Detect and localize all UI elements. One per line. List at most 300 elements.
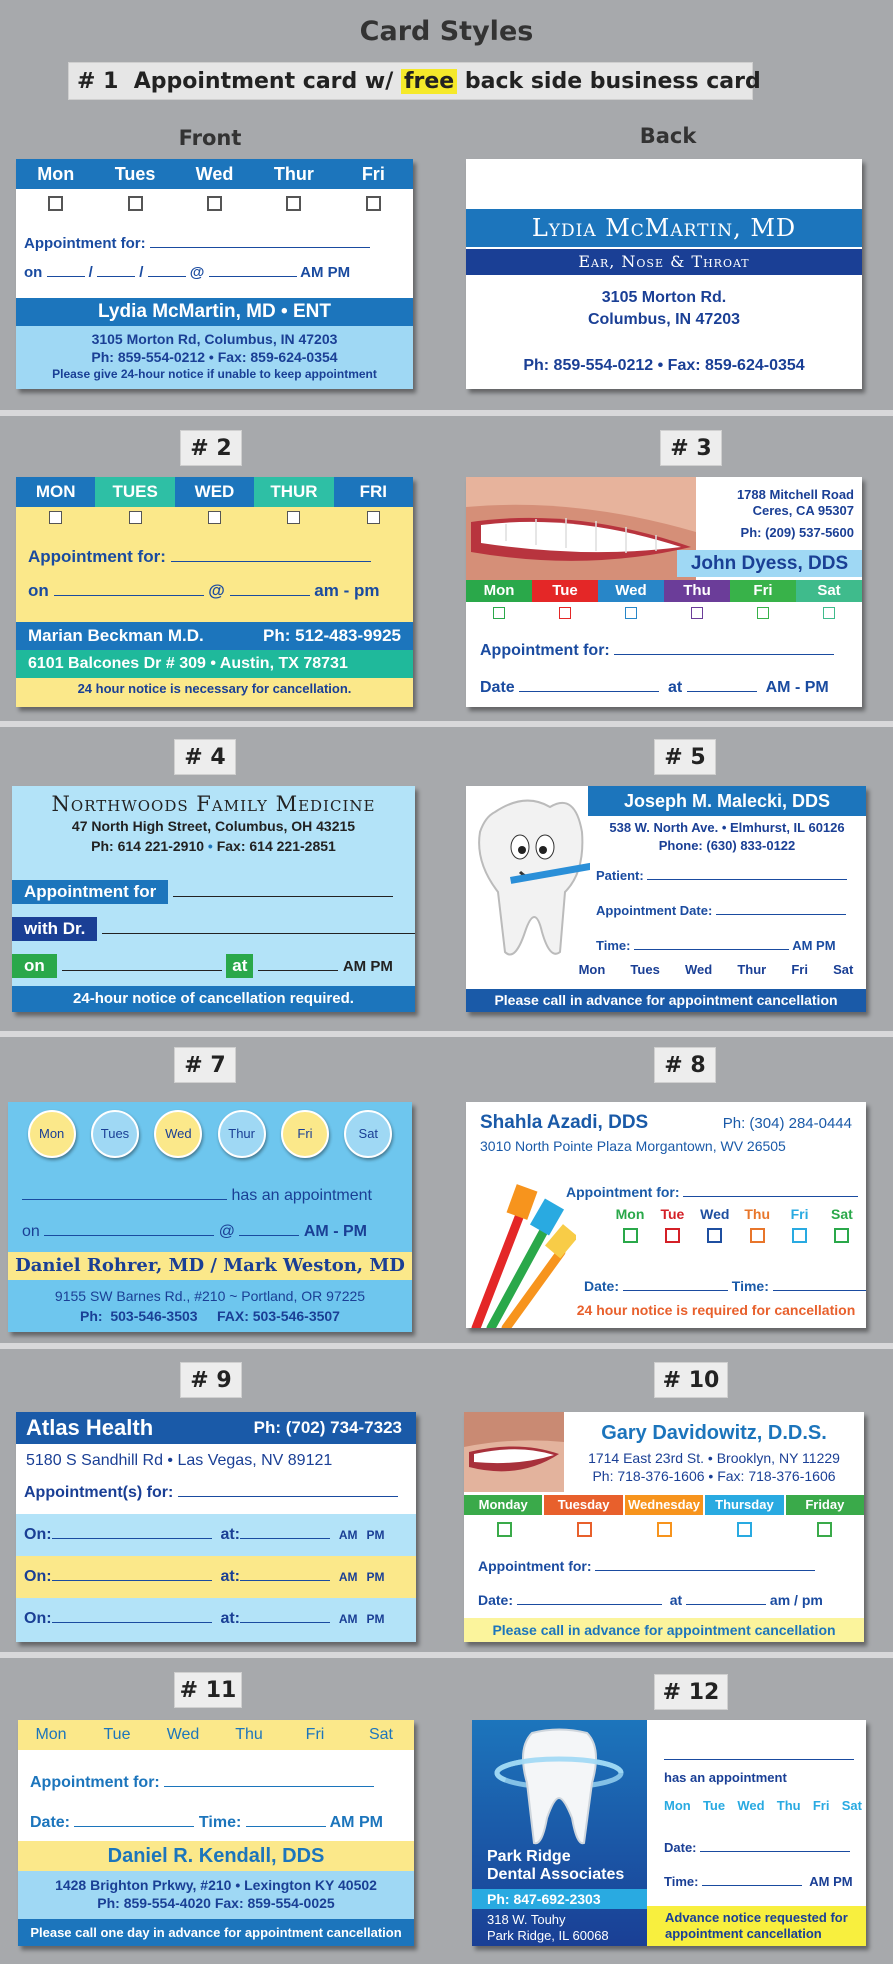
doctor-name: Gary Davidowitz, D.D.S. [601, 1422, 827, 1444]
day-label: Monday [464, 1495, 542, 1515]
date-field[interactable] [517, 1604, 662, 1605]
phone-line: Ph: 614 221-2910 • Fax: 614 221-2851 [91, 838, 336, 854]
address-line-1: 1788 Mitchell Road [736, 487, 854, 502]
phone: Ph: 859-554-0212 • Fax: 859-624-0354 [91, 349, 338, 365]
day-circle[interactable]: Wed [154, 1110, 202, 1158]
front-label: Front [178, 126, 242, 150]
day-label: Thu [744, 1206, 770, 1222]
address: 47 North High Street, Columbus, OH 43215 [71, 818, 356, 834]
notice: 24-hour notice of cancellation required. [12, 986, 415, 1012]
day-label: Fri [812, 1798, 830, 1813]
doctor-name: John Dyess, DDS [677, 550, 862, 577]
address: 1714 East 23rd St. • Brooklyn, NY 11229 [588, 1450, 840, 1466]
day-label: Mon [664, 1798, 691, 1813]
separator [0, 1652, 893, 1658]
phone: Ph: 859-554-4020 Fax: 859-554-0025 [97, 1895, 335, 1911]
at-label: @ [218, 1223, 235, 1240]
card-8 [466, 1102, 866, 1328]
address-line-1: 3105 Morton Rd. [601, 289, 727, 306]
appointment-field[interactable] [164, 1786, 374, 1787]
ampm-label: AM PM [300, 264, 351, 281]
date-field[interactable] [74, 1826, 194, 1827]
on-label: on [24, 264, 43, 281]
card-2 [16, 477, 413, 707]
at-label: at: [220, 1526, 240, 1543]
day-label: Mon [35, 1726, 67, 1743]
fax: Fax: 614 221-2851 [216, 838, 336, 854]
date-field[interactable] [52, 1538, 212, 1539]
phone: Ph: 859-554-0212 • Fax: 859-624-0354 [523, 357, 805, 374]
specialty: Ear, Nose & Throat [466, 249, 862, 275]
card-3 [466, 477, 862, 707]
patient-field[interactable] [664, 1759, 854, 1760]
day-label: Fri [790, 1206, 809, 1222]
doctor-bar [16, 622, 413, 650]
checkbox[interactable] [625, 607, 637, 619]
date-label: Date: [664, 1840, 697, 1855]
at-label: at [669, 1592, 683, 1608]
address: 3105 Morton Rd, Columbus, IN 47203 [91, 331, 338, 347]
checkbox[interactable] [823, 607, 835, 619]
address: 6101 Balcones Dr # 309 • Austin, TX 78731 [16, 650, 413, 678]
appointment-label: Appointment for: [480, 642, 610, 659]
practice-name: Northwoods Family Medicine [51, 792, 376, 816]
practice-name: Atlas Health [26, 1415, 154, 1440]
separator [0, 1031, 893, 1037]
contact-block [18, 1871, 414, 1919]
checkbox[interactable] [287, 511, 300, 524]
appointment-field[interactable] [595, 1570, 815, 1571]
day-label: Tue [702, 1798, 726, 1813]
day-label: Wed [195, 164, 234, 184]
weekday-row [466, 580, 862, 602]
style-number-3: # 3 [660, 430, 722, 466]
checkbox-row [611, 1228, 861, 1248]
checkbox[interactable] [208, 511, 221, 524]
notice-line-1: Advance notice requested for [665, 1910, 848, 1925]
card-10 [464, 1412, 864, 1642]
slot-row [16, 1556, 416, 1598]
doctor-line [12, 917, 415, 941]
checkbox[interactable] [497, 1522, 512, 1537]
date-field[interactable] [519, 691, 659, 692]
day-label: Tue [532, 580, 598, 602]
day-field[interactable] [97, 276, 135, 277]
appointment-label: Appointment for: [24, 235, 146, 252]
checkbox[interactable] [707, 1228, 722, 1243]
toothbrushes-image [466, 1172, 576, 1328]
day-label: Thu [776, 1798, 801, 1813]
card-4 [12, 786, 415, 1012]
day-label: Friday [786, 1495, 864, 1515]
at-label: at [226, 954, 253, 978]
time-line [596, 938, 836, 953]
pm-label: PM [366, 1570, 385, 1584]
day-label: MON [16, 477, 95, 507]
address: 3010 North Pointe Plaza Morgantown, WV 26505 [480, 1138, 786, 1154]
weekday-circles [8, 1102, 412, 1158]
am-label: AM [338, 1612, 358, 1626]
practice-name-line-1: Park Ridge [487, 1848, 571, 1865]
card-1-back [466, 159, 862, 389]
address: 538 W. North Ave. • Elmhurst, IL 60126 [609, 820, 845, 835]
card-12 [472, 1720, 866, 1946]
date-field[interactable] [623, 1290, 728, 1291]
back-label: Back [639, 124, 697, 148]
date-label: Date: [478, 1592, 514, 1608]
day-label: Thu [235, 1726, 263, 1743]
slash: / [139, 264, 144, 281]
at-label: at: [220, 1568, 240, 1585]
card-7 [8, 1102, 412, 1332]
doctor-names: Daniel Rohrer, MD / Mark Weston, MD [8, 1252, 412, 1280]
has-appointment-line [22, 1187, 372, 1205]
date-field[interactable] [52, 1580, 212, 1581]
patient-line [596, 868, 847, 883]
on-label: On: [24, 1610, 52, 1627]
year-field[interactable] [148, 276, 186, 277]
date-field[interactable] [44, 1235, 214, 1236]
has-appointment-label: has an appointment [231, 1187, 372, 1204]
date-label: Date: [584, 1278, 620, 1294]
day-label: Thur [273, 164, 314, 184]
checkbox[interactable] [623, 1228, 638, 1243]
appointment-field[interactable] [614, 654, 834, 655]
appointment-label: Appointment for [12, 880, 168, 904]
phone: Ph: 847-692-2303 [472, 1889, 647, 1909]
appointment-label: Appointment for: [478, 1558, 592, 1574]
has-appointment: has an appointment [664, 1770, 787, 1785]
address-block [487, 1912, 609, 1944]
contact-block [16, 326, 413, 389]
doctor-name: Lydia McMartin, MD • ENT [16, 298, 413, 326]
date-line [12, 954, 393, 978]
time-field[interactable] [209, 276, 297, 277]
patient-field[interactable] [22, 1199, 227, 1200]
phone: Ph: 503-546-3503 FAX: 503-546-3507 [80, 1308, 340, 1324]
day-label: Wed [700, 1206, 730, 1222]
slot-row [16, 1514, 416, 1556]
date-line [478, 1592, 823, 1608]
time-label: Time: [198, 1814, 242, 1831]
address-block [737, 487, 854, 541]
notice: Please give 24-hour notice if unable to keep appointment [52, 367, 377, 381]
day-label: WED [175, 477, 254, 507]
time-field[interactable] [702, 1885, 802, 1886]
doctor-name: Joseph M. Malecki, DDS [588, 786, 866, 816]
checkbox[interactable] [366, 196, 381, 211]
at-label: at [668, 679, 683, 696]
day-label: Sat [368, 1726, 393, 1743]
time-field[interactable] [687, 691, 757, 692]
date-label: Date [480, 679, 515, 696]
checkbox[interactable] [737, 1522, 752, 1537]
at-label: at: [220, 1610, 240, 1627]
day-label: Tuesday [544, 1495, 622, 1515]
checkbox[interactable] [792, 1228, 807, 1243]
day-label: Tues [630, 962, 660, 977]
day-label: Fri [791, 962, 808, 977]
day-label: Thursday [705, 1495, 783, 1515]
phone: Ph: 718-376-1606 • Fax: 718-376-1606 [592, 1468, 836, 1484]
at-label: @ [189, 264, 205, 281]
weekday-row [566, 962, 866, 977]
appointment-date-label: Appointment Date: [596, 903, 713, 918]
patient-label: Patient: [596, 868, 644, 883]
smile-image [464, 1412, 564, 1492]
checkbox[interactable] [367, 511, 380, 524]
ampm-label: AM - PM [765, 679, 829, 696]
appointment-field[interactable] [171, 561, 371, 562]
date-label: Date: [30, 1814, 71, 1831]
date-field[interactable] [62, 970, 222, 971]
doctor-name: Marian Beckman M.D. [28, 626, 204, 645]
checkbox[interactable] [657, 1522, 672, 1537]
day-label: Wed [737, 1798, 765, 1813]
doctor-field[interactable] [102, 933, 415, 934]
weekday-row [18, 1720, 414, 1750]
checkbox[interactable] [834, 1228, 849, 1243]
ampm-label: am / pm [769, 1592, 823, 1608]
day-circle[interactable]: Fri [281, 1110, 329, 1158]
address-line-1: 318 W. Touhy [487, 1912, 566, 1927]
appointment-line [18, 1750, 414, 1792]
card-11 [18, 1720, 414, 1946]
style-1-header [68, 62, 761, 100]
checkbox[interactable] [286, 196, 301, 211]
appointment-date-field[interactable] [716, 914, 846, 915]
style-number-9: # 9 [180, 1362, 242, 1398]
on-label: On: [24, 1526, 52, 1543]
phone: Ph: 614 221-2910 [91, 838, 205, 854]
ampm-label: AM PM [809, 1874, 853, 1889]
weekday-row [611, 1206, 861, 1222]
style-number-7: # 7 [174, 1047, 236, 1083]
day-label: FRI [334, 477, 413, 507]
day-label: Tues [114, 164, 156, 184]
day-label: Mon [615, 1206, 645, 1222]
date-line [664, 1840, 850, 1855]
tooth-mascot-image [470, 792, 590, 962]
date-line [16, 252, 413, 281]
style-number-8: # 8 [654, 1047, 716, 1083]
appointment-line [16, 219, 413, 252]
weekday-row [16, 477, 413, 507]
separator [0, 1343, 893, 1349]
doctor-name: Daniel R. Kendall, DDS [18, 1841, 414, 1871]
time-field[interactable] [239, 1235, 299, 1236]
day-label: Mon [37, 164, 75, 184]
ampm-label: AM PM [329, 1814, 383, 1831]
time-field[interactable] [230, 595, 310, 596]
doctor-name: Shahla Azadi, DDS [480, 1112, 649, 1133]
date-field[interactable] [54, 595, 204, 596]
day-label: Tue [103, 1726, 131, 1743]
appointment-line [566, 1184, 858, 1200]
appointment-label: Appointment for: [30, 1774, 160, 1791]
phone: Ph: 512-483-9925 [263, 626, 401, 645]
notice: 24 hour notice is necessary for cancellation. [77, 681, 352, 696]
day-circle[interactable]: Mon [28, 1110, 76, 1158]
style-number: # 1 [77, 69, 119, 94]
notice: Please call one day in advance for appointment cancellation [18, 1919, 414, 1946]
day-circle[interactable]: Thur [218, 1110, 266, 1158]
address: 9155 SW Barnes Rd., #210 ~ Portland, OR 97225 [54, 1288, 366, 1304]
style-number-2: # 2 [180, 430, 242, 466]
patient-line [664, 1748, 854, 1763]
appointment-field[interactable] [173, 896, 393, 897]
ampm-label: AM - PM [303, 1223, 367, 1240]
checkbox[interactable] [750, 1228, 765, 1243]
day-label: Fri [730, 580, 796, 602]
ampm-label: AM PM [792, 938, 836, 953]
time-field[interactable] [686, 1604, 766, 1605]
checkbox[interactable] [129, 511, 142, 524]
date-line [480, 679, 829, 697]
address-line-2: Park Ridge, IL 60068 [487, 1928, 609, 1943]
checkbox-row [16, 507, 413, 531]
day-label: Wednesday [625, 1495, 703, 1515]
address-block [466, 289, 862, 329]
date-line [18, 1792, 414, 1832]
time-line [664, 1874, 853, 1889]
checkbox[interactable] [48, 196, 63, 211]
pm-label: PM [366, 1612, 385, 1626]
day-label: Sat [796, 580, 862, 602]
practice-name [487, 1848, 624, 1884]
phone: Ph: (209) 537-5600 [740, 525, 854, 540]
phone: Ph: (702) 734-7323 [253, 1418, 402, 1437]
day-label: Fri [305, 1726, 325, 1743]
checkbox[interactable] [128, 196, 143, 211]
time-field[interactable] [240, 1580, 330, 1581]
appointment-label: Appointment(s) for: [24, 1484, 174, 1501]
time-field[interactable] [634, 949, 789, 950]
day-label: Wed [684, 962, 713, 977]
time-field[interactable] [258, 970, 338, 971]
date-field[interactable] [52, 1622, 212, 1623]
address: 5180 S Sandhill Rd • Las Vegas, NV 89121 [26, 1452, 333, 1469]
notice: Please call in advance for appointment cancellation [464, 1618, 864, 1642]
day-label: THUR [254, 477, 333, 507]
with-dr-label: with Dr. [12, 917, 97, 941]
card-1-front [16, 159, 413, 389]
time-field[interactable] [240, 1622, 330, 1623]
date-line [584, 1278, 866, 1294]
day-label: TUES [95, 477, 174, 507]
smile-image [466, 477, 696, 580]
ampm-label: am - pm [314, 581, 380, 600]
address-line-2: Columbus, IN 47203 [587, 311, 741, 328]
weekday-row [464, 1495, 864, 1515]
time-field[interactable] [246, 1826, 326, 1827]
card-9 [16, 1412, 416, 1642]
style-number-10: # 10 [654, 1362, 728, 1398]
appointment-field[interactable] [178, 1496, 398, 1497]
checkbox[interactable] [49, 511, 62, 524]
on-label: On: [24, 1568, 52, 1585]
checkbox[interactable] [757, 607, 769, 619]
style-number-12: # 12 [654, 1674, 728, 1710]
notice [647, 1906, 866, 1946]
checkbox-row [466, 606, 862, 624]
on-label: on [28, 581, 49, 600]
day-label: Mon [466, 580, 532, 602]
header-bar [16, 1412, 416, 1444]
checkbox[interactable] [493, 607, 505, 619]
ampm-label: AM PM [342, 958, 393, 975]
separator [0, 410, 893, 416]
address: 1428 Brighton Prkwy, #210 • Lexington KY 40502 [55, 1877, 377, 1893]
am-label: AM [338, 1570, 358, 1584]
time-label: Time: [664, 1874, 699, 1889]
appointment-line [16, 1470, 416, 1502]
phone: Ph: (304) 284-0444 [722, 1115, 852, 1132]
style-number-4: # 4 [174, 739, 236, 775]
appointment-line [16, 531, 413, 567]
appointment-label: Appointment for: [566, 1184, 680, 1200]
day-label: Wed [166, 1726, 200, 1743]
address-line-2: Ceres, CA 95307 [752, 503, 854, 518]
checkbox[interactable] [691, 607, 703, 619]
day-circle[interactable]: Tues [91, 1110, 139, 1158]
day-label: Thu [664, 580, 730, 602]
checkbox[interactable] [577, 1522, 592, 1537]
date-field[interactable] [700, 1851, 850, 1852]
time-field[interactable] [773, 1290, 866, 1291]
pm-label: PM [366, 1528, 385, 1542]
checkbox-row [16, 189, 413, 219]
appointment-line [480, 642, 834, 660]
notice: Please call in advance for appointment cancellation [466, 989, 866, 1012]
appointment-date-line [596, 903, 846, 918]
practice-name-line-2: Dental Associates [487, 1866, 625, 1883]
checkbox[interactable] [207, 196, 222, 211]
appointment-field[interactable] [150, 247, 370, 248]
day-circle[interactable]: Sat [344, 1110, 392, 1158]
time-field[interactable] [240, 1538, 330, 1539]
appointment-line [12, 880, 393, 904]
notice: 24 hour notice is required for cancellation [576, 1302, 856, 1318]
appointment-line [478, 1558, 815, 1574]
day-label: Mon [578, 962, 606, 977]
tooth-logo-icon [492, 1728, 627, 1848]
day-label: Wed [598, 580, 664, 602]
business-name: Lydia McMartin, MD [466, 209, 862, 247]
time-label: Time: [596, 938, 631, 953]
day-label: Sat [841, 1798, 862, 1813]
day-label: Fri [361, 164, 385, 184]
checkbox[interactable] [665, 1228, 680, 1243]
header-free: free [401, 69, 457, 94]
weekday-row [16, 159, 413, 189]
style-number-5: # 5 [654, 739, 716, 775]
day-label: Tue [660, 1206, 685, 1222]
am-label: AM [338, 1528, 358, 1542]
header-post: back side business card [464, 69, 761, 94]
notice-line-2: appointment cancellation [665, 1926, 822, 1941]
checkbox[interactable] [817, 1522, 832, 1537]
checkbox[interactable] [559, 607, 571, 619]
phone: Phone: (630) 833-0122 [658, 838, 796, 853]
month-field[interactable] [47, 276, 85, 277]
appointment-field[interactable] [683, 1196, 858, 1197]
header-pre: Appointment card w/ [133, 69, 394, 94]
patient-field[interactable] [647, 879, 847, 880]
weekday-row [664, 1798, 862, 1813]
page-title: Card Styles [359, 16, 534, 47]
day-label: Sat [833, 962, 854, 977]
